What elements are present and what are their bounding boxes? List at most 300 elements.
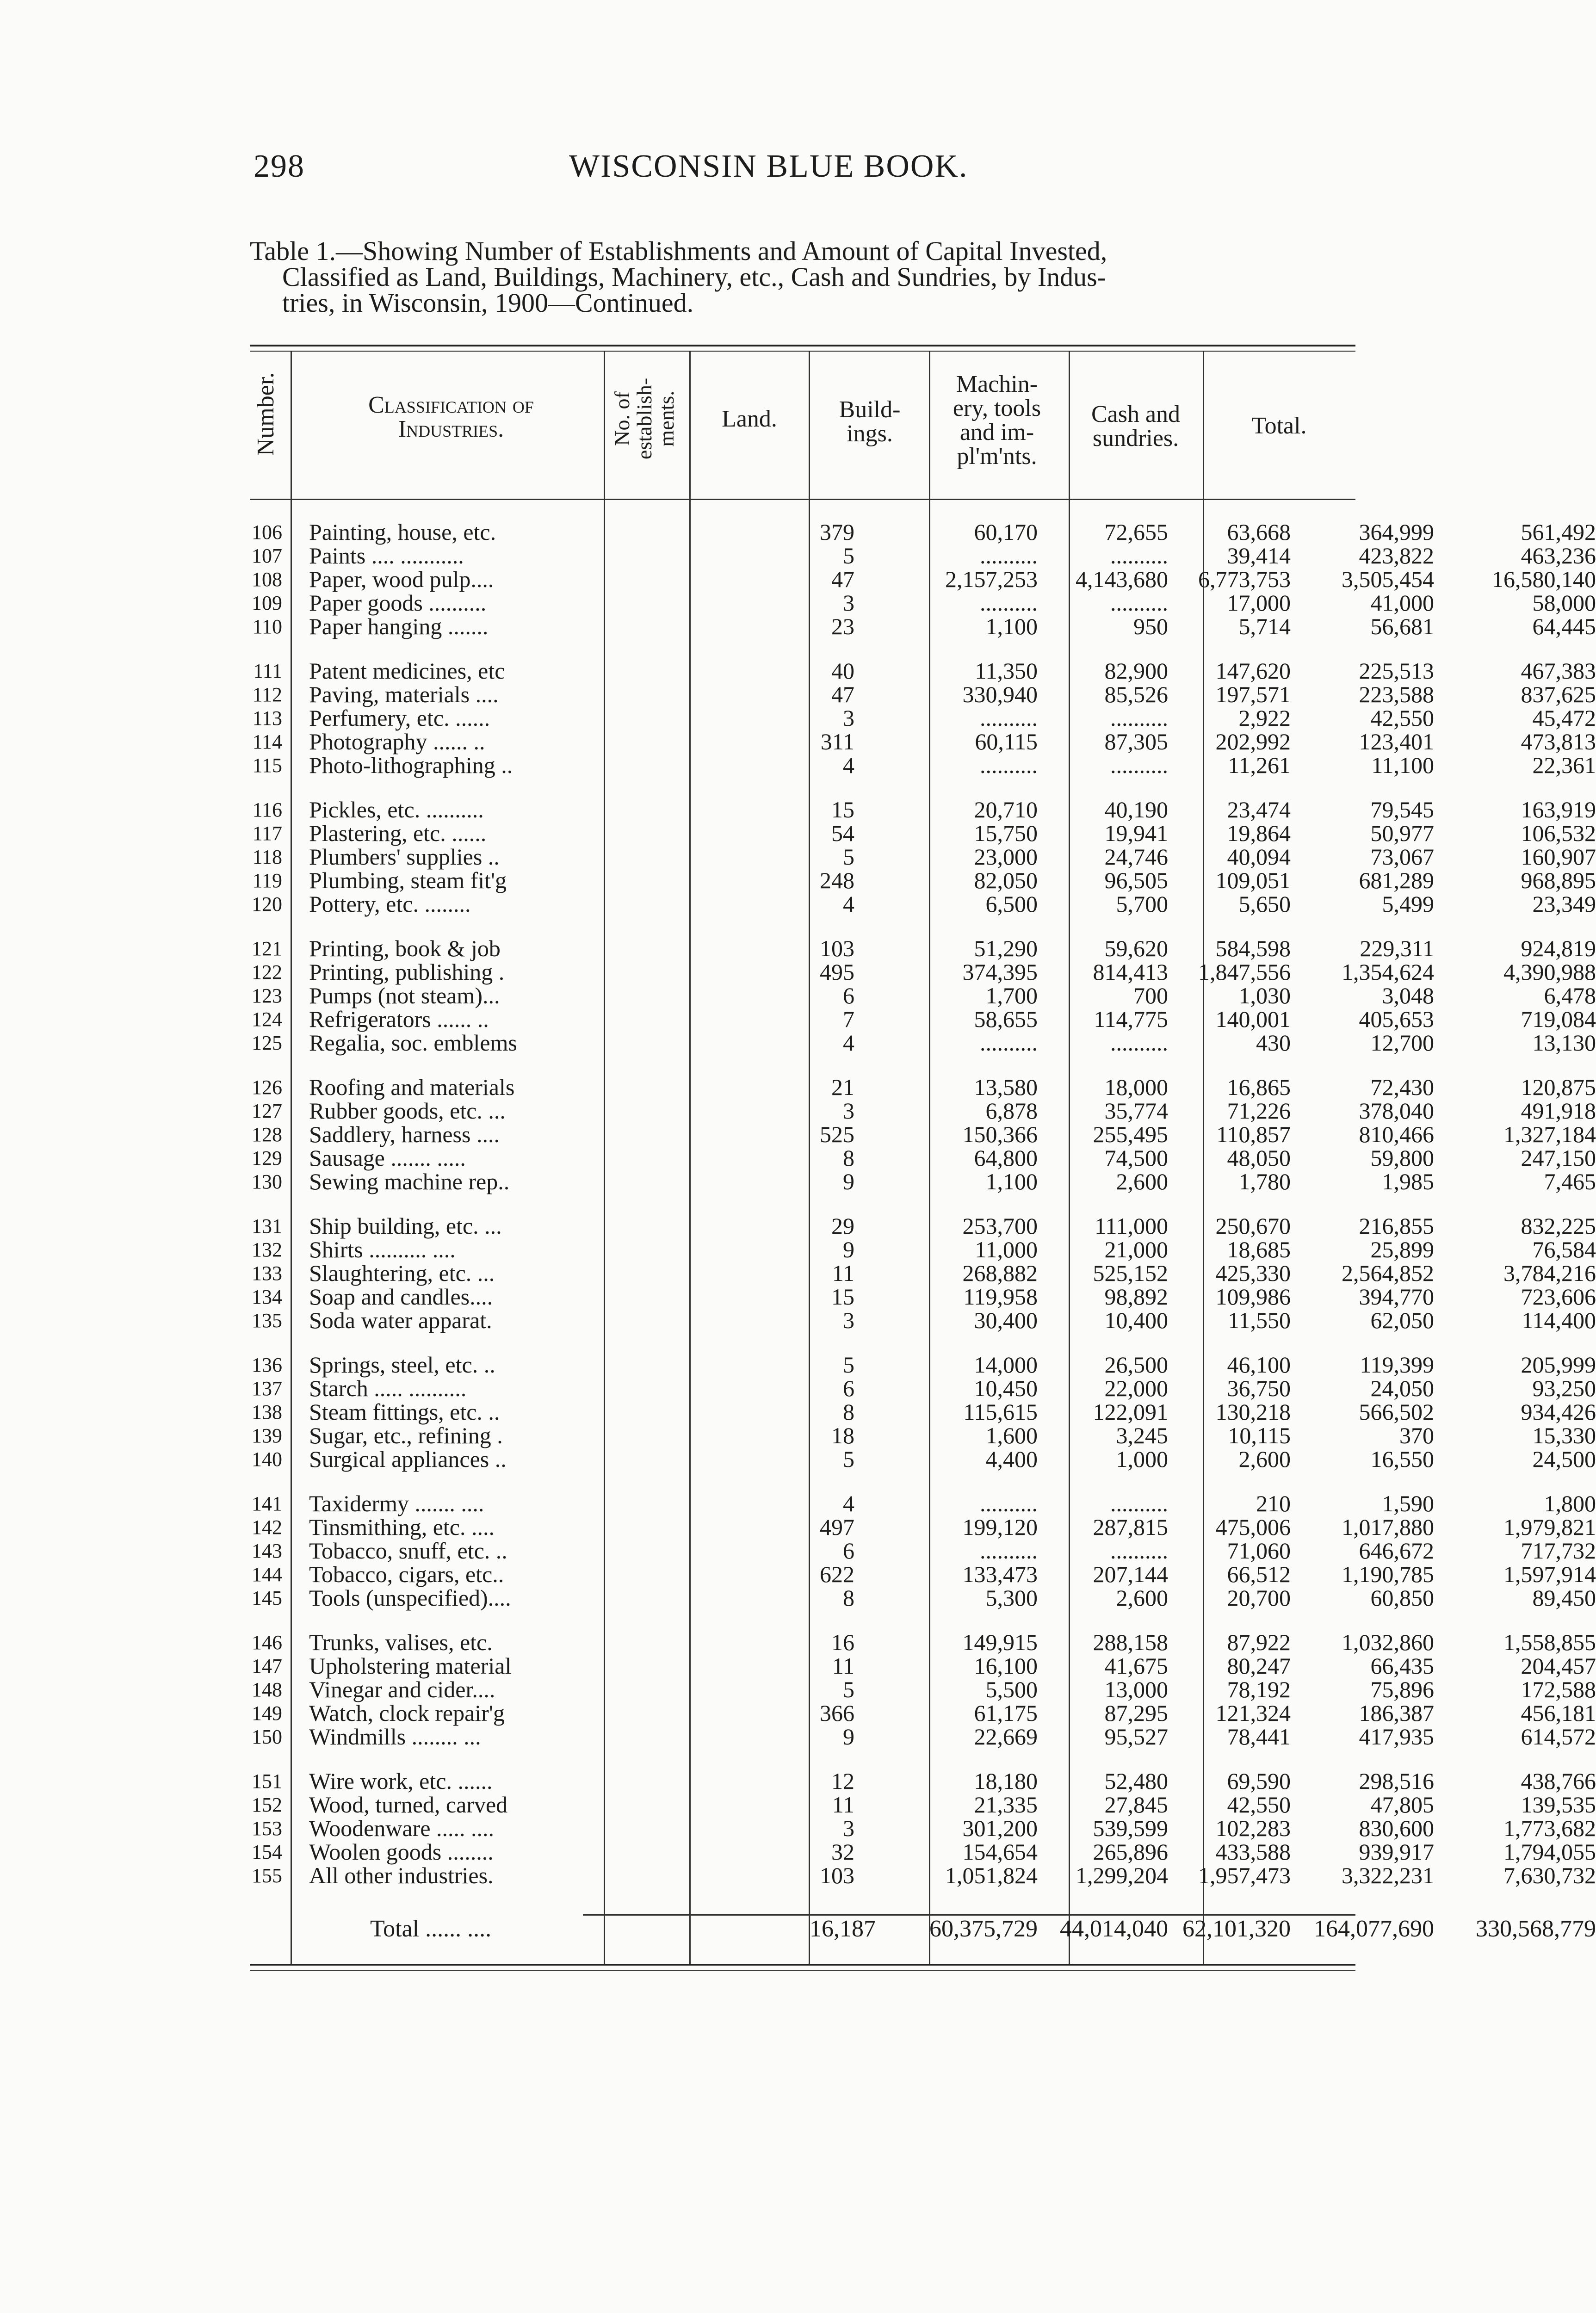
cell-total: 6,478: [1544, 983, 1596, 1008]
cell-number: 130: [252, 1170, 282, 1193]
cell-machinery: 210: [1256, 1490, 1291, 1516]
cell-est: 23: [831, 613, 854, 639]
cell-land: 11,350: [975, 658, 1038, 684]
table-row: [241, 1284, 1596, 1310]
cell-number: 136: [252, 1354, 282, 1376]
cell-est: 3: [843, 705, 854, 731]
cell-buildings: 82,900: [1104, 658, 1168, 684]
cell-industry: Perfumery, etc. ......: [309, 705, 490, 731]
cell-industry: Regalia, soc. emblems: [309, 1030, 517, 1056]
cell-buildings: 26,500: [1104, 1352, 1168, 1378]
cell-machinery: 80,247: [1227, 1653, 1291, 1679]
cell-cash: 3,505,454: [1342, 566, 1434, 592]
cell-machinery: 109,051: [1215, 867, 1291, 893]
cell-est: 54: [831, 820, 854, 846]
cell-est: 311: [820, 729, 854, 755]
cell-machinery: 11,261: [1228, 752, 1291, 778]
table-row: [241, 752, 1596, 778]
cell-land: 154,654: [962, 1839, 1038, 1865]
cell-cash: 423,822: [1359, 543, 1434, 569]
caption-line: Table 1.—Showing Number of Establishments and Amount of Capital Invested,: [250, 236, 1107, 266]
cell-cash: 62,050: [1370, 1307, 1434, 1333]
cell-industry: Shirts .......... ....: [309, 1237, 456, 1262]
cell-machinery: 87,922: [1227, 1629, 1291, 1655]
cell-industry: Soda water apparat.: [309, 1307, 492, 1333]
cell-land: 115,615: [963, 1399, 1038, 1425]
row-group: [241, 1213, 1596, 1333]
totals-row: [241, 1915, 1596, 1943]
cell-industry: Vinegar and cider....: [309, 1676, 495, 1702]
cell-est: 15: [831, 1284, 854, 1310]
row-group: [241, 1629, 1596, 1750]
cell-land: 14,000: [974, 1352, 1038, 1378]
row-group: [241, 935, 1596, 1056]
cell-machinery: 71,060: [1227, 1538, 1291, 1564]
table-row: [241, 1145, 1596, 1171]
cell-cash: 42,550: [1370, 705, 1434, 731]
cell-land: 133,473: [962, 1561, 1038, 1587]
cell-buildings: 111,000: [1095, 1213, 1168, 1239]
cell-machinery: 2,600: [1238, 1446, 1291, 1472]
cell-machinery: 584,598: [1215, 935, 1291, 961]
cell-cash: 60,850: [1370, 1585, 1434, 1611]
cell-cash: 186,387: [1359, 1700, 1434, 1726]
table-row: [241, 566, 1596, 592]
cell-number: 127: [252, 1100, 282, 1122]
cell-number: 154: [252, 1841, 282, 1863]
cell-land: 64,800: [974, 1145, 1038, 1171]
table-caption: [250, 238, 1355, 316]
cell-est: 5: [843, 543, 854, 569]
cell-total: 120,875: [1521, 1074, 1596, 1100]
table-row: [241, 820, 1596, 846]
cell-buildings: 950: [1133, 613, 1168, 639]
col-header-cash: Cash and sundries.: [1091, 401, 1181, 451]
cell-total: 89,450: [1532, 1585, 1596, 1611]
cell-number: 137: [252, 1377, 282, 1400]
cell-buildings: 700: [1133, 983, 1168, 1008]
cell-est: 18: [831, 1422, 854, 1448]
cell-number: 128: [252, 1123, 282, 1146]
cell-total: 717,732: [1521, 1538, 1596, 1564]
cell-land: 150,366: [962, 1121, 1038, 1147]
cell-land: 1,100: [985, 1169, 1038, 1194]
cell-cash: 216,855: [1359, 1213, 1434, 1239]
cell-number: 110: [252, 615, 282, 638]
cell-number: 133: [252, 1262, 282, 1285]
cell-number: 123: [252, 984, 282, 1007]
caption-line: Classified as Land, Buildings, Machinery, etc., Cash and Sundries, by Indus-: [282, 262, 1107, 292]
cell-cash: 119,399: [1360, 1352, 1434, 1378]
col-header-buildings: Build- ings.: [839, 396, 901, 447]
cell-land: 20,710: [974, 797, 1038, 823]
cell-buildings: ..........: [1110, 705, 1168, 731]
cell-total: 473,813: [1521, 729, 1596, 755]
cell-est: 8: [843, 1585, 854, 1611]
cell-land: 6,500: [985, 891, 1038, 917]
cell-industry: Pickles, etc. ..........: [309, 797, 484, 823]
cell-total: 438,766: [1521, 1768, 1596, 1794]
table-row: [241, 1629, 1596, 1655]
table-row: [241, 590, 1596, 616]
cell-buildings: 814,413: [1093, 959, 1168, 985]
cell-cash: 59,800: [1370, 1145, 1434, 1171]
cell-est: 366: [820, 1700, 854, 1726]
table-row: [241, 1121, 1596, 1147]
table-bottom-rule: [250, 1964, 1355, 1966]
cell-land: ..........: [980, 1538, 1038, 1564]
cell-cash: 12,700: [1370, 1030, 1434, 1056]
cell-buildings: 35,774: [1104, 1098, 1168, 1124]
table-row: [241, 1815, 1596, 1841]
cell-land: 268,882: [962, 1260, 1038, 1286]
cell-machinery: 197,571: [1215, 681, 1291, 707]
row-group: [241, 797, 1596, 917]
cell-machinery: 475,006: [1215, 1514, 1291, 1540]
cell-cash: 47,805: [1370, 1792, 1434, 1818]
cell-machinery: 1,030: [1238, 983, 1291, 1008]
cell-cash: 378,040: [1359, 1098, 1434, 1124]
cell-total: 719,084: [1521, 1006, 1596, 1032]
cell-total: 463,236: [1521, 543, 1596, 569]
cell-number: 138: [252, 1401, 282, 1423]
cell-land: ..........: [980, 1030, 1038, 1056]
cell-total: 1,800: [1544, 1490, 1596, 1516]
header-bottom-rule: [250, 499, 1355, 500]
table-row: [241, 1169, 1596, 1194]
cell-cash: 1,190,785: [1342, 1561, 1434, 1587]
cell-number: 145: [252, 1587, 282, 1609]
col-header-classification: Classification of Industries.: [368, 392, 534, 442]
cell-machinery: 18,685: [1227, 1237, 1291, 1262]
cell-industry: Paper goods ..........: [309, 590, 487, 616]
cell-land: 1,700: [985, 983, 1038, 1008]
cell-est: 3: [843, 590, 854, 616]
cell-machinery: 69,590: [1227, 1768, 1291, 1794]
cell-land: 60,170: [974, 519, 1038, 545]
table-top-rule-inner: [250, 351, 1355, 352]
cell-machinery: 130,218: [1215, 1399, 1291, 1425]
cell-land: ..........: [980, 705, 1038, 731]
table-row: [241, 1862, 1596, 1888]
cell-total: 491,918: [1521, 1098, 1596, 1124]
table-row: [241, 844, 1596, 870]
cell-land: 11,000: [975, 1237, 1038, 1262]
cell-land: 1,600: [985, 1422, 1038, 1448]
cell-number: 113: [252, 707, 282, 730]
cell-cash: 681,289: [1359, 867, 1434, 893]
cell-cash: 41,000: [1370, 590, 1434, 616]
cell-est: 379: [820, 519, 854, 545]
cell-number: 151: [252, 1770, 282, 1793]
cell-est: 8: [843, 1145, 854, 1171]
cell-industry: Surgical appliances ..: [309, 1446, 507, 1472]
cell-land: 330,940: [962, 681, 1038, 707]
cell-est: 3: [843, 1815, 854, 1841]
cell-total: 45,472: [1532, 705, 1596, 731]
cell-buildings: 96,505: [1104, 867, 1168, 893]
cell-est: 6: [843, 983, 854, 1008]
cell-land: 301,200: [962, 1815, 1038, 1841]
cell-buildings: 539,599: [1093, 1815, 1168, 1841]
table-row: [241, 1375, 1596, 1401]
cell-machinery: 42,550: [1227, 1792, 1291, 1818]
cell-buildings: 3,245: [1116, 1422, 1168, 1448]
cell-land: 119,958: [963, 1284, 1038, 1310]
cell-cash: 25,899: [1370, 1237, 1434, 1262]
cell-est: 4: [843, 891, 854, 917]
table-row: [241, 1352, 1596, 1378]
table-row: [241, 681, 1596, 707]
cell-cash: 298,516: [1359, 1768, 1434, 1794]
col-header-total: Total.: [1251, 413, 1307, 439]
cell-buildings: ..........: [1110, 1538, 1168, 1564]
cell-total: 561,492: [1521, 519, 1596, 545]
cell-industry: Patent medicines, etc: [309, 658, 505, 684]
cell-industry: Springs, steel, etc. ..: [309, 1352, 495, 1378]
table-row: [241, 1792, 1596, 1818]
cell-est: 495: [820, 959, 854, 985]
cell-buildings: 19,941: [1104, 820, 1168, 846]
cell-buildings: 27,845: [1104, 1792, 1168, 1818]
cell-machinery: 20,700: [1227, 1585, 1291, 1611]
cell-buildings: 114,775: [1094, 1006, 1168, 1032]
col-header-land: Land.: [722, 406, 777, 432]
cell-buildings: 287,815: [1093, 1514, 1168, 1540]
cell-buildings: 87,305: [1104, 729, 1168, 755]
cell-est: 4: [843, 1490, 854, 1516]
cell-machinery: 102,283: [1215, 1815, 1291, 1841]
cell-machinery: 433,588: [1215, 1839, 1291, 1865]
cell-machinery: 250,670: [1215, 1213, 1291, 1239]
cell-number: 149: [252, 1702, 282, 1725]
cell-industry: Sausage ....... .....: [309, 1145, 466, 1171]
cell-est: 12: [831, 1768, 854, 1794]
cell-industry: Paving, materials ....: [309, 681, 499, 707]
cell-machinery: 109,986: [1215, 1284, 1291, 1310]
totals-est: 16,187: [810, 1916, 876, 1942]
cell-cash: 405,653: [1359, 1006, 1434, 1032]
cell-cash: 66,435: [1370, 1653, 1434, 1679]
table-row: [241, 658, 1596, 684]
cell-est: 103: [820, 1862, 854, 1888]
col-header-machinery: Machin- ery, tools and im- pl'm'nts.: [953, 371, 1041, 470]
cell-cash: 223,588: [1359, 681, 1434, 707]
cell-machinery: 1,780: [1238, 1169, 1291, 1194]
cell-land: 51,290: [974, 935, 1038, 961]
cell-industry: Trunks, valises, etc.: [309, 1629, 493, 1655]
cell-industry: Plastering, etc. ......: [309, 820, 487, 846]
cell-industry: Tinsmithing, etc. ....: [309, 1514, 495, 1540]
table-top-rule: [250, 345, 1355, 346]
cell-land: 30,400: [974, 1307, 1038, 1333]
cell-machinery: 147,620: [1215, 658, 1291, 684]
cell-cash: 24,050: [1370, 1375, 1434, 1401]
cell-number: 118: [252, 846, 282, 868]
cell-industry: Slaughtering, etc. ...: [309, 1260, 495, 1286]
cell-number: 150: [252, 1725, 282, 1748]
cell-buildings: ..........: [1110, 543, 1168, 569]
cell-buildings: 525,152: [1093, 1260, 1168, 1286]
cell-land: ..........: [980, 543, 1038, 569]
cell-number: 125: [252, 1032, 282, 1054]
cell-industry: Woodenware ..... ....: [309, 1815, 495, 1841]
cell-industry: Paints .... ...........: [309, 543, 464, 569]
cell-land: 6,878: [985, 1098, 1038, 1124]
cell-land: 60,115: [975, 729, 1038, 755]
cell-machinery: 430: [1256, 1030, 1291, 1056]
cell-total: 934,426: [1521, 1399, 1596, 1425]
cell-total: 7,630,732: [1503, 1862, 1596, 1888]
cell-land: 4,400: [985, 1446, 1038, 1472]
cell-total: 1,773,682: [1503, 1815, 1596, 1841]
cell-buildings: 207,144: [1093, 1561, 1168, 1587]
row-group: [241, 658, 1596, 778]
table-row: [241, 1307, 1596, 1333]
cell-number: 126: [252, 1076, 282, 1099]
cell-land: 1,100: [985, 613, 1038, 639]
cell-industry: Steam fittings, etc. ..: [309, 1399, 500, 1425]
cell-industry: Soap and candles....: [309, 1284, 493, 1310]
cell-buildings: 5,700: [1116, 891, 1168, 917]
cell-cash: 72,430: [1370, 1074, 1434, 1100]
caption-line: tries, in Wisconsin, 1900—Continued.: [282, 288, 694, 318]
table-row: [241, 519, 1596, 545]
cell-est: 5: [843, 844, 854, 870]
table-row: [241, 1585, 1596, 1611]
cell-number: 121: [252, 937, 282, 960]
cell-machinery: 11,550: [1228, 1307, 1291, 1333]
table-row: [241, 613, 1596, 639]
cell-est: 4: [843, 1030, 854, 1056]
cell-number: 111: [253, 660, 282, 682]
cell-buildings: ..........: [1110, 1490, 1168, 1516]
cell-machinery: 1,957,473: [1198, 1862, 1291, 1888]
cell-land: 10,450: [974, 1375, 1038, 1401]
cell-number: 117: [252, 822, 282, 845]
table-row: [241, 797, 1596, 823]
cell-land: ..........: [980, 590, 1038, 616]
cell-est: 8: [843, 1399, 854, 1425]
cell-cash: 1,985: [1382, 1169, 1434, 1194]
cell-number: 140: [252, 1448, 282, 1471]
running-head: WISCONSIN BLUE BOOK.: [569, 148, 968, 184]
totals-land: 60,375,729: [929, 1916, 1038, 1942]
cell-cash: 50,977: [1370, 820, 1434, 846]
cell-est: 16: [831, 1629, 854, 1655]
cell-est: 32: [831, 1839, 854, 1865]
table-row: [241, 1700, 1596, 1726]
cell-est: 622: [820, 1561, 854, 1587]
cell-machinery: 78,441: [1227, 1724, 1291, 1750]
cell-total: 13,130: [1532, 1030, 1596, 1056]
cell-industry: Paper hanging .......: [309, 613, 489, 639]
cell-land: 5,300: [985, 1585, 1038, 1611]
cell-est: 3: [843, 1098, 854, 1124]
cell-cash: 364,999: [1359, 519, 1434, 545]
cell-number: 124: [252, 1008, 282, 1031]
cell-number: 129: [252, 1147, 282, 1169]
cell-buildings: ..........: [1110, 752, 1168, 778]
cell-industry: Taxidermy ....... ....: [309, 1490, 484, 1516]
cell-cash: 1,590: [1382, 1490, 1434, 1516]
table-row: [241, 1422, 1596, 1448]
cell-land: 58,655: [974, 1006, 1038, 1032]
cell-est: 9: [843, 1237, 854, 1262]
cell-buildings: 52,480: [1104, 1768, 1168, 1794]
cell-number: 116: [252, 798, 282, 821]
cell-land: 15,750: [974, 820, 1038, 846]
cell-number: 155: [252, 1864, 282, 1887]
row-group: [241, 1768, 1596, 1888]
cell-buildings: 1,299,204: [1076, 1862, 1168, 1888]
cell-industry: Paper, wood pulp....: [309, 566, 494, 592]
cell-buildings: ..........: [1110, 590, 1168, 616]
cell-industry: All other industries.: [309, 1862, 494, 1888]
cell-buildings: 72,655: [1104, 519, 1168, 545]
cell-total: 76,584: [1532, 1237, 1596, 1262]
table-bottom-rule-inner: [250, 1970, 1355, 1971]
cell-machinery: 78,192: [1227, 1676, 1291, 1702]
cell-cash: 16,550: [1370, 1446, 1434, 1472]
cell-est: 103: [820, 935, 854, 961]
cell-buildings: 122,091: [1093, 1399, 1168, 1425]
cell-buildings: 4,143,680: [1076, 566, 1168, 592]
cell-number: 107: [252, 544, 282, 567]
cell-number: 106: [252, 521, 282, 544]
cell-total: 1,597,914: [1503, 1561, 1596, 1587]
table-row: [241, 1676, 1596, 1702]
cell-total: 15,330: [1532, 1422, 1596, 1448]
cell-industry: Plumbing, steam fit'g: [309, 867, 507, 893]
table-row: [241, 1237, 1596, 1262]
cell-land: 21,335: [974, 1792, 1038, 1818]
cell-total: 160,907: [1521, 844, 1596, 870]
cell-machinery: 36,750: [1227, 1375, 1291, 1401]
table-row: [241, 1074, 1596, 1100]
cell-machinery: 16,865: [1227, 1074, 1291, 1100]
cell-est: 47: [831, 566, 854, 592]
cell-est: 248: [820, 867, 854, 893]
cell-number: 112: [252, 683, 282, 706]
cell-land: 18,180: [974, 1768, 1038, 1794]
cell-industry: Refrigerators ...... ..: [309, 1006, 489, 1032]
totals-label: Total ...... ....: [370, 1916, 492, 1942]
cell-industry: Tobacco, snuff, etc. ..: [309, 1538, 507, 1564]
cell-total: 106,532: [1521, 820, 1596, 846]
table-row: [241, 1538, 1596, 1564]
cell-number: 114: [252, 730, 282, 753]
cell-land: 374,395: [962, 959, 1038, 985]
cell-buildings: 98,892: [1104, 1284, 1168, 1310]
totals-buildings: 44,014,040: [1060, 1916, 1168, 1942]
cell-est: 5: [843, 1352, 854, 1378]
table-row: [241, 1260, 1596, 1286]
cell-land: 13,580: [974, 1074, 1038, 1100]
cell-total: 204,457: [1521, 1653, 1596, 1679]
cell-est: 21: [831, 1074, 854, 1100]
cell-buildings: 22,000: [1104, 1375, 1168, 1401]
table-row: [241, 1446, 1596, 1472]
cell-total: 1,794,055: [1503, 1839, 1596, 1865]
cell-industry: Pottery, etc. ........: [309, 891, 471, 917]
cell-machinery: 66,512: [1227, 1561, 1291, 1587]
cell-machinery: 6,773,753: [1198, 566, 1291, 592]
cell-machinery: 5,650: [1238, 891, 1291, 917]
cell-industry: Woolen goods ........: [309, 1839, 494, 1865]
cell-land: 16,100: [974, 1653, 1038, 1679]
cell-est: 29: [831, 1213, 854, 1239]
